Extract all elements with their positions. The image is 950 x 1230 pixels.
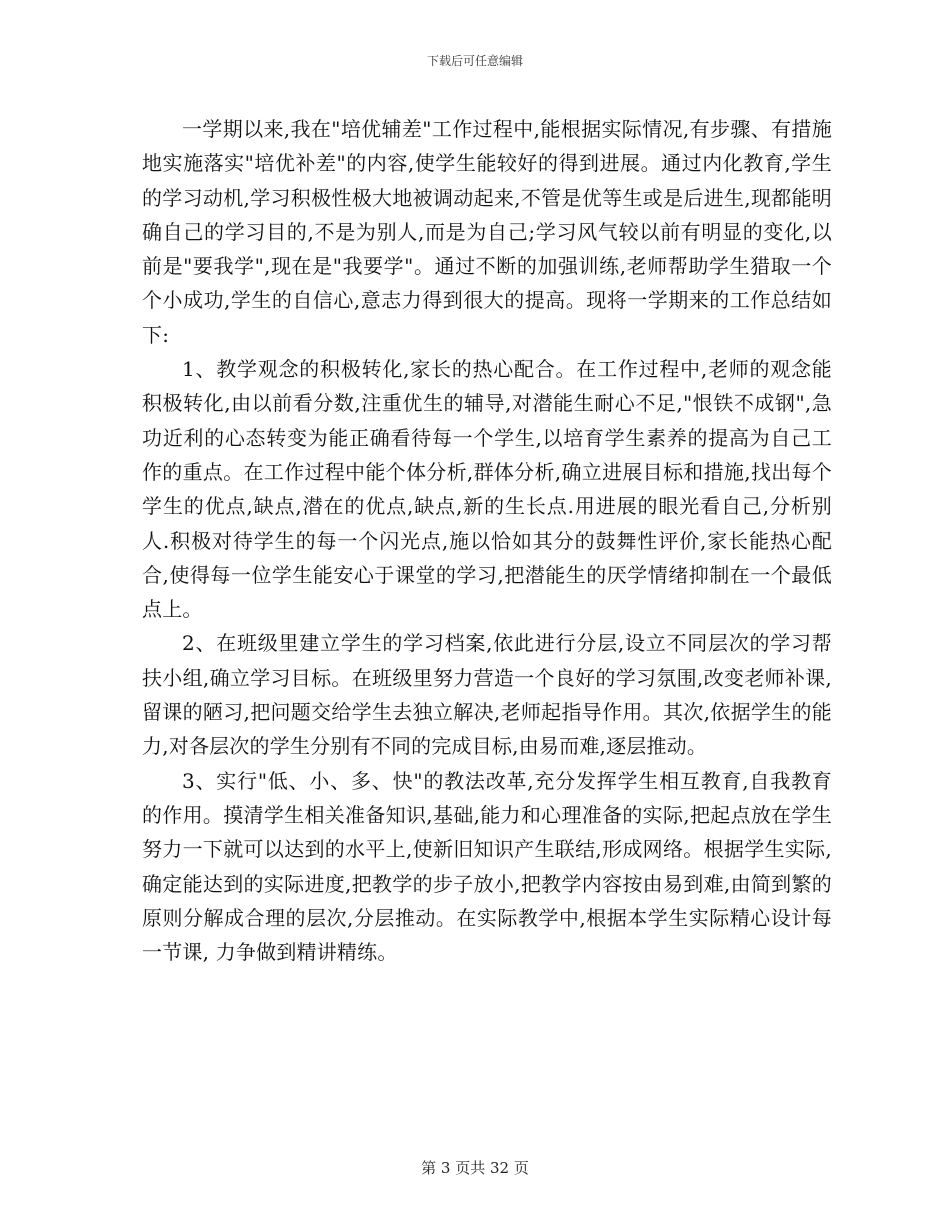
paragraph-point-3: 3、实行"低、小、多、快"的教法改革,充分发挥学生相互教育,自我教育的作用。摸清学生相关准备知识,基础,能力和心理准备的实际,把起点放在学生努力一下就可以达到的水平上,使新旧知识产生联结,形成网络。根据学生实际,确定能达到的实际进度,把教学的步子放小,把教学内容按由易到难,由简到繁的原则分解成合理的层次,分层推动。在实际教学中,根据本学生实际精心设计每一节课, 力争做到精讲精练。 xyxy=(142,768,832,965)
paragraph-point-1: 1、教学观念的积极转化,家长的热心配合。在工作过程中,老师的观念能积极转化,由以前看分数,注重优生的辅导,对潜能生耐心不足,"恨铁不成钢",急功近利的心态转变为能正确看待每一个学生,以培育学生素养的提高为自己工作的重点。在工作过程中能个体分析,群体分析,确立进展目标和措施,找出每个学生的优点,缺点,潜在的优点,缺点,新的生长点.用进展的眼光看自己,分析别人.积极对待学生的每一个闪光点,施以恰如其分的鼓舞性评价,家长能热心配合,使得每一位学生能安心于课堂的学习,把潜能生的厌学情绪抑制在一个最低点上。 xyxy=(142,357,832,622)
paragraph-point-2: 2、在班级里建立学生的学习档案,依此进行分层,设立不同层次的学习帮扶小组,确立学习目标。在班级里努力营造一个良好的学习氛围,改变老师补课,留课的陋习,把问题交给学生去独立解决,老师起指导作用。其次,依据学生的能力,对各层次的学生分别有不同的完成目标,由易而难,逐层推动。 xyxy=(142,631,832,759)
page-number-footer: 第 3 页共 32 页 xyxy=(421,1159,529,1177)
page-header: 下载后可任意编辑 xyxy=(426,54,523,68)
document-body xyxy=(142,112,832,969)
paragraph-intro: 一学期以来,我在"培优辅差"工作过程中,能根据实际情况,有步骤、有措施地实施落实"培优补差"的内容,使学生能较好的得到进展。通过内化教育,学生的学习动机,学习积极性极大地被调动起来,不管是优等生或是后进生,现都能明确自己的学习目的,不是为别人,而是为自己;学习风气较以前有明显的变化,以前是"要我学",现在是"我要学"。通过不断的加强训练,老师帮助学生猎取一个个小成功,学生的自信心,意志力得到很大的提高。现将一学期来的工作总结如下: xyxy=(142,117,832,347)
